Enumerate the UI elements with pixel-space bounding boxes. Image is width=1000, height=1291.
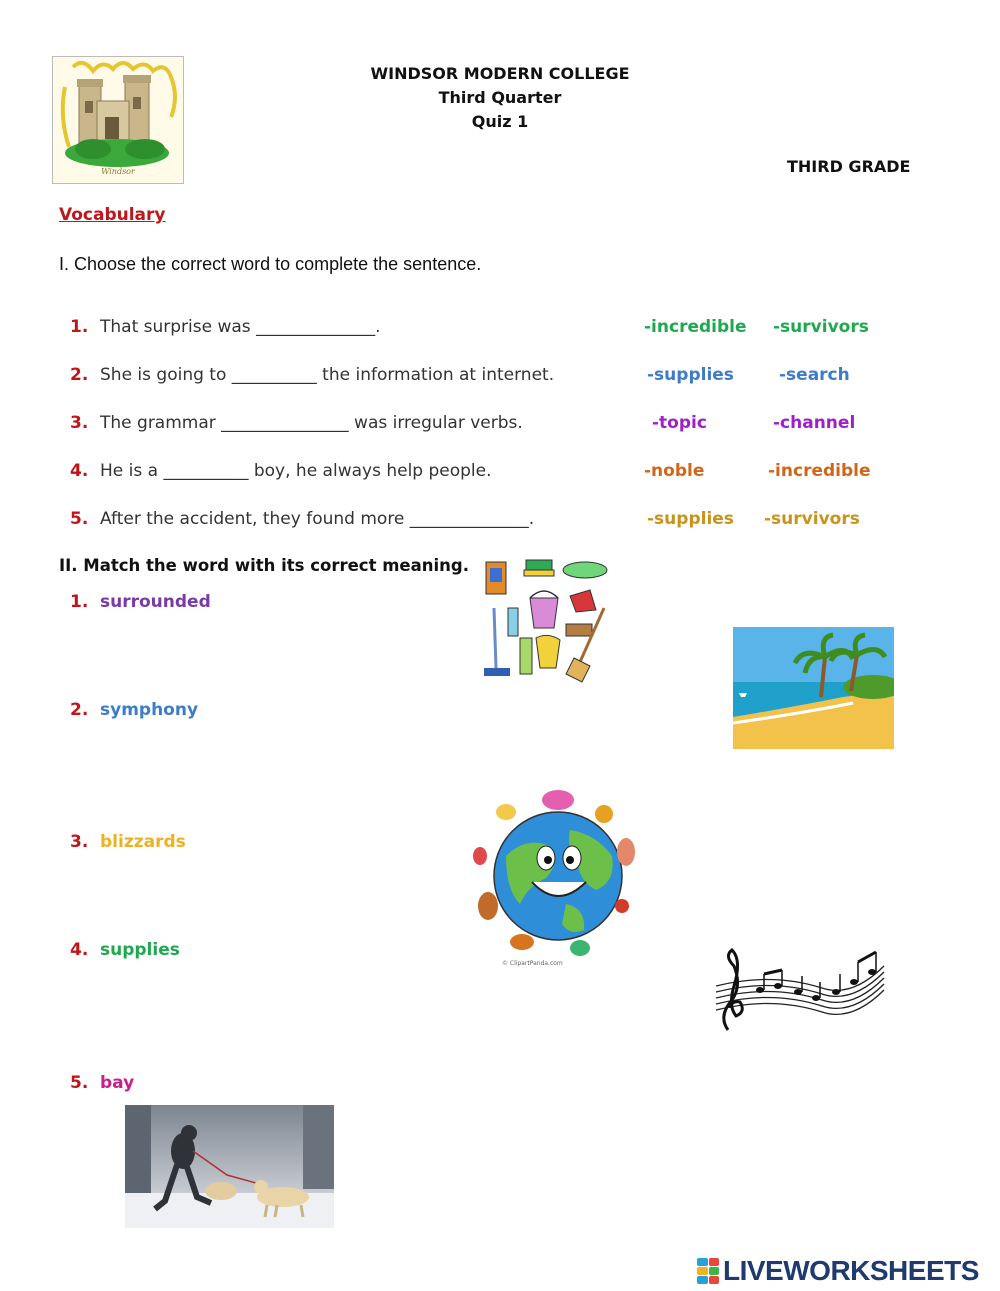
globe-caption: © ClipartPanda.com (502, 960, 563, 967)
match-word[interactable]: blizzards (100, 832, 186, 852)
match-word[interactable]: bay (100, 1073, 135, 1093)
option-b[interactable]: -survivors (764, 509, 860, 529)
question-number: 4. (70, 461, 89, 481)
question-text: After the accident, they found more ______________. (100, 509, 535, 529)
brand-logo-icon (697, 1258, 719, 1284)
match-number: 4. (70, 940, 89, 960)
match-word[interactable]: surrounded (100, 592, 211, 612)
match-word[interactable]: supplies (100, 940, 180, 960)
brand-name: LIVEWORKSHEETS (723, 1255, 979, 1286)
question-number: 3. (70, 413, 89, 433)
question-row (70, 315, 970, 339)
quarter-label: Third Quarter (438, 88, 562, 107)
question-number: 1. (70, 317, 89, 337)
option-a[interactable]: -supplies (647, 365, 734, 385)
quiz-label: Quiz 1 (471, 112, 529, 131)
option-a[interactable]: -incredible (644, 317, 747, 337)
part1-instruction: I. Choose the correct word to complete the sentence. (59, 254, 482, 274)
option-b[interactable]: -incredible (768, 461, 871, 481)
question-row (70, 363, 970, 387)
music-notes-image[interactable] (712, 946, 888, 1032)
option-b[interactable]: -survivors (773, 317, 869, 337)
question-row (70, 507, 970, 531)
option-b[interactable]: -search (779, 365, 850, 385)
section-title: Vocabulary (59, 205, 166, 225)
question-text: She is going to __________ the information at internet. (100, 365, 555, 385)
bay-beach-image[interactable] (733, 627, 894, 749)
option-b[interactable]: -channel (773, 413, 856, 433)
globe-surrounded-image[interactable] (466, 786, 646, 972)
liveworksheets-brand[interactable] (697, 1254, 979, 1288)
part2-instruction: II. Match the word with its correct meaning. (59, 556, 469, 575)
match-number: 2. (70, 700, 89, 720)
match-number: 1. (70, 592, 89, 612)
question-number: 2. (70, 365, 89, 385)
school-name: WINDSOR MODERN COLLEGE (370, 64, 630, 83)
grade-label: THIRD GRADE (787, 157, 911, 176)
school-logo (52, 56, 184, 184)
option-a[interactable]: -noble (644, 461, 705, 481)
match-word[interactable]: symphony (100, 700, 199, 720)
blizzard-snow-image[interactable] (125, 1105, 334, 1228)
question-text: That surprise was ______________. (100, 317, 381, 337)
question-text: He is a __________ boy, he always help people. (100, 461, 492, 481)
question-row (70, 459, 970, 483)
question-row (70, 411, 970, 435)
document-header (300, 62, 700, 134)
option-a[interactable]: -topic (652, 413, 707, 433)
cleaning-supplies-image[interactable] (478, 558, 613, 688)
match-number: 5. (70, 1073, 89, 1093)
match-number: 3. (70, 832, 89, 852)
question-number: 5. (70, 509, 89, 529)
option-a[interactable]: -supplies (647, 509, 734, 529)
question-text: The grammar _______________ was irregular verbs. (100, 413, 523, 433)
logo-caption: Windsor (101, 167, 135, 176)
